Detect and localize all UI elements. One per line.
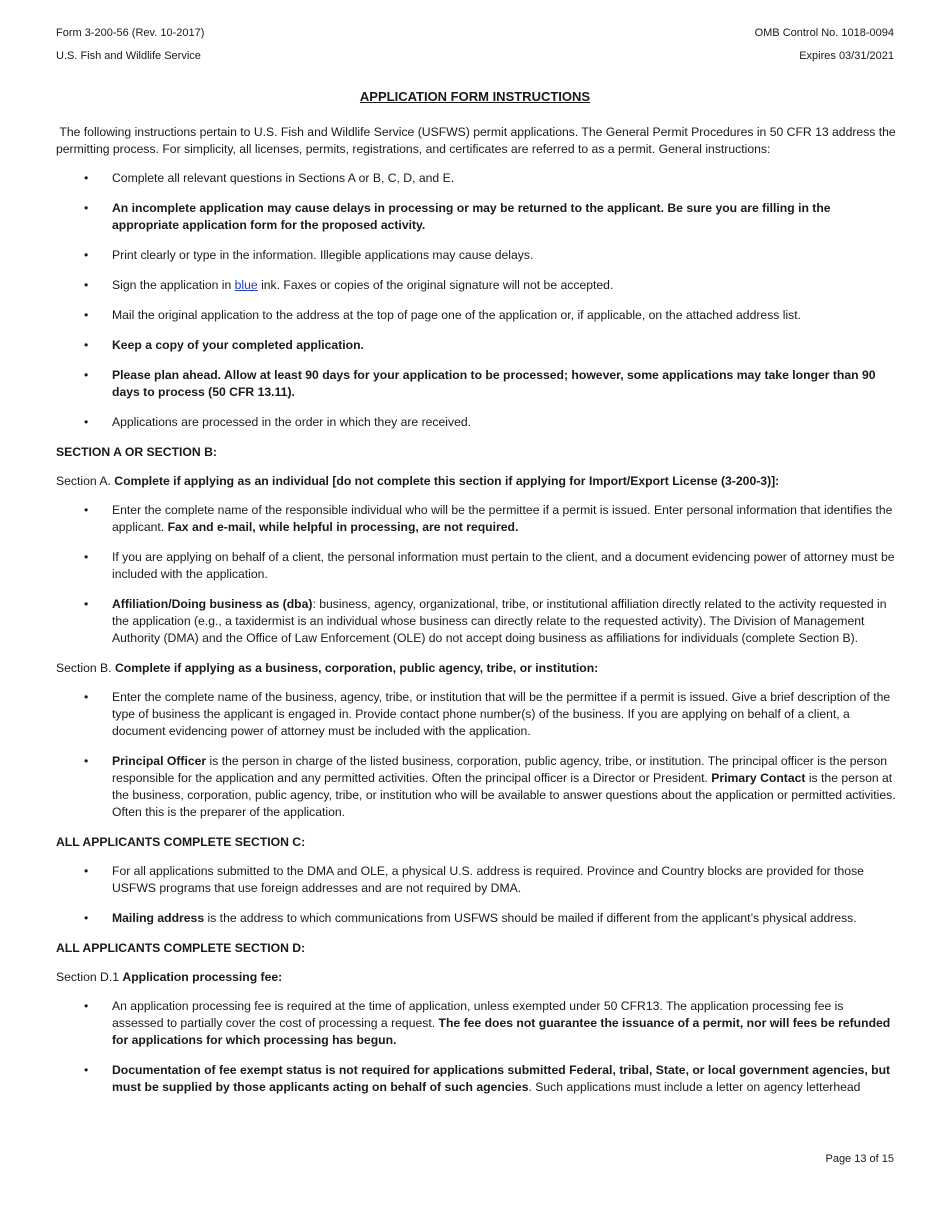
bullet: • (84, 338, 89, 352)
item-text-bold: Mailing address (112, 911, 205, 925)
list-item (56, 337, 896, 354)
section-title: Application processing fee: (122, 970, 283, 984)
item-text: If you are applying on behalf of a client, the personal information must pertain to the client, and a document evidencing power of attorney must be included with the application. (112, 550, 895, 581)
blue-link[interactable]: blue (234, 278, 258, 292)
bullet: • (84, 308, 89, 322)
list-item (56, 277, 896, 294)
section-label: Section D.1 (56, 970, 123, 984)
list-item (56, 689, 896, 740)
expiration-date: Expires 03/31/2021 (799, 50, 894, 62)
section-title: Complete if applying as an individual [do not complete this section if applying for Import/Export License (3-200-3)]: (114, 474, 780, 488)
bullet: • (84, 911, 89, 925)
section-d-heading (56, 940, 896, 957)
bullet: • (84, 1063, 89, 1077)
item-text-bold: Fax and e-mail, while helpful in processing, are not required. (167, 520, 519, 534)
bullet: • (84, 999, 89, 1013)
header-left (56, 22, 204, 68)
item-text-bold: The fee does not guarantee the issuance of a permit, nor will fees be refunded for applications for which processing has begun. (112, 1016, 891, 1047)
list-item (56, 307, 896, 324)
item-text: For all applications submitted to the DMA and OLE, a physical U.S. address is required. Province and Country blocks are provided for those USFWS programs that use foreign addresses and are not required by DMA. (112, 864, 864, 895)
bullet: • (84, 690, 89, 704)
item-text: . Such applications must include a letter on agency letterhead (528, 1080, 861, 1094)
bullet: • (84, 550, 89, 564)
general-instructions-list (56, 170, 896, 431)
item-text: Print clearly or type in the information. Illegible applications may cause delays. (112, 248, 534, 262)
list-item (56, 596, 896, 647)
bullet: • (84, 201, 89, 215)
list-item (56, 753, 896, 821)
section-b-list (56, 689, 896, 821)
item-text: Keep a copy of your completed application. (112, 338, 364, 352)
section-title: Complete if applying as a business, corporation, public agency, tribe, or institution: (114, 661, 599, 675)
item-text: is the address to which communications from USFWS should be mailed if different from the applicant’s physical address. (204, 911, 857, 925)
item-text: Mail the original application to the address at the top of page one of the application or, if applicable, on the attached address list. (112, 308, 802, 322)
section-d1-heading (56, 969, 896, 986)
section-label: Section A. (56, 474, 115, 488)
list-item (56, 549, 896, 583)
intro-paragraph (56, 124, 896, 158)
list-item (56, 863, 896, 897)
item-text: is the person at the business, corporation, public agency, tribe, or institution who will be available to answer questions about the application or permitted activities. Often this is the preparer of the application. (112, 771, 896, 819)
bullet: • (84, 503, 89, 517)
bullet: • (84, 248, 89, 262)
bullet: • (84, 278, 89, 292)
item-text: ink. Faxes or copies of the original signature will not be accepted. (257, 278, 614, 292)
item-text-bold: Primary Contact (711, 771, 806, 785)
section-c-list (56, 863, 896, 927)
list-item (56, 502, 896, 536)
page-title: APPLICATION FORM INSTRUCTIONS (359, 89, 591, 104)
heading-text: ALL APPLICANTS COMPLETE SECTION C: (56, 835, 306, 849)
item-text: Enter the complete name of the responsible individual who will be the permittee if a permit is issued. Enter personal information that identifies the applicant. (112, 503, 893, 534)
bullet: • (84, 368, 89, 382)
instructions-body (56, 124, 896, 1109)
item-text: is the person in charge of the listed business, corporation, public agency, tribe, or institution. The principal officer is the person responsible for the application and any permitted activities. Often the principal officer is a Director or President. (112, 754, 888, 785)
list-item (56, 367, 896, 401)
bullet: • (84, 415, 89, 429)
heading-text: SECTION A OR SECTION B: (56, 445, 217, 459)
item-text: : business, agency, organizational, tribe, or institutional affiliation directly related to the activity requested in the application (e.g., a taxidermist is an individual whose business can directly relate to the requested activity). The Division of Management Authority (DMA) and the Office of Law Enforcement (OLE) do not accept doing business as affiliations for individuals (complete Section B). (112, 597, 887, 645)
section-b-heading (56, 660, 896, 677)
item-text-bold: Documentation of fee exempt status is not required for applications submitted Federal, tribal, State, or local government agencies, but must be supplied by those applicants acting on behalf of such agencies (112, 1063, 891, 1094)
section-a-heading (56, 473, 896, 490)
list-item (56, 247, 896, 264)
list-item (56, 170, 896, 187)
section-a-list (56, 502, 896, 647)
item-text-bold: Principal Officer (112, 754, 207, 768)
item-text-bold: Affiliation/Doing business as (dba) (112, 597, 313, 611)
list-item (56, 1062, 896, 1096)
intro-text: The following instructions pertain to U.S. Fish and Wildlife Service (USFWS) permit applications. The General Permit Procedures in 50 CFR 13 address the permitting process. For simplicity, all licenses, permits, registrations, and certificates are referred to as a permit. General instructions: (56, 125, 896, 156)
section-ab-heading (56, 444, 896, 461)
bullet: • (84, 171, 89, 185)
bullet: • (84, 597, 89, 611)
header-right (755, 22, 894, 68)
item-text: An application processing fee is required at the time of application, unless exempted under 50 CFR13. The application processing fee is assessed to partially cover the cost of processing a request. (112, 999, 844, 1030)
omb-control: OMB Control No. 1018-0094 (754, 27, 894, 39)
bullet: • (84, 754, 89, 768)
item-text: Please plan ahead. Allow at least 90 days for your application to be processed; however, some applications may take longer than 90 days to process (50 CFR 13.11). (112, 368, 876, 399)
form-number: Form 3-200-56 (Rev. 10-2017) (56, 27, 205, 39)
list-item (56, 414, 896, 431)
item-text: Applications are processed in the order in which they are received. (112, 415, 472, 429)
section-d-list (56, 998, 896, 1096)
item-text: Sign the application in (112, 278, 235, 292)
page-number: Page 13 of 15 (825, 1153, 894, 1165)
bullet: • (84, 864, 89, 878)
list-item (56, 200, 896, 234)
agency-name: U.S. Fish and Wildlife Service (56, 50, 201, 62)
list-item (56, 910, 896, 927)
section-label: Section B. (56, 661, 115, 675)
item-text: An incomplete application may cause delays in processing or may be returned to the applicant. Be sure you are filling in the appropriate application form for the proposed activity. (112, 201, 831, 232)
item-text: Enter the complete name of the business, agency, tribe, or institution that will be the permittee if a permit is issued. Give a brief description of the type of business the applicant is engaged in. Provide contact phone number(s) of the business. If you are applying on behalf of a client, a document evidencing power of attorney must be included with the application. (112, 690, 891, 738)
item-text: Complete all relevant questions in Sections A or B, C, D, and E. (112, 171, 455, 185)
list-item (56, 998, 896, 1049)
heading-text: ALL APPLICANTS COMPLETE SECTION D: (56, 941, 306, 955)
section-c-heading (56, 834, 896, 851)
